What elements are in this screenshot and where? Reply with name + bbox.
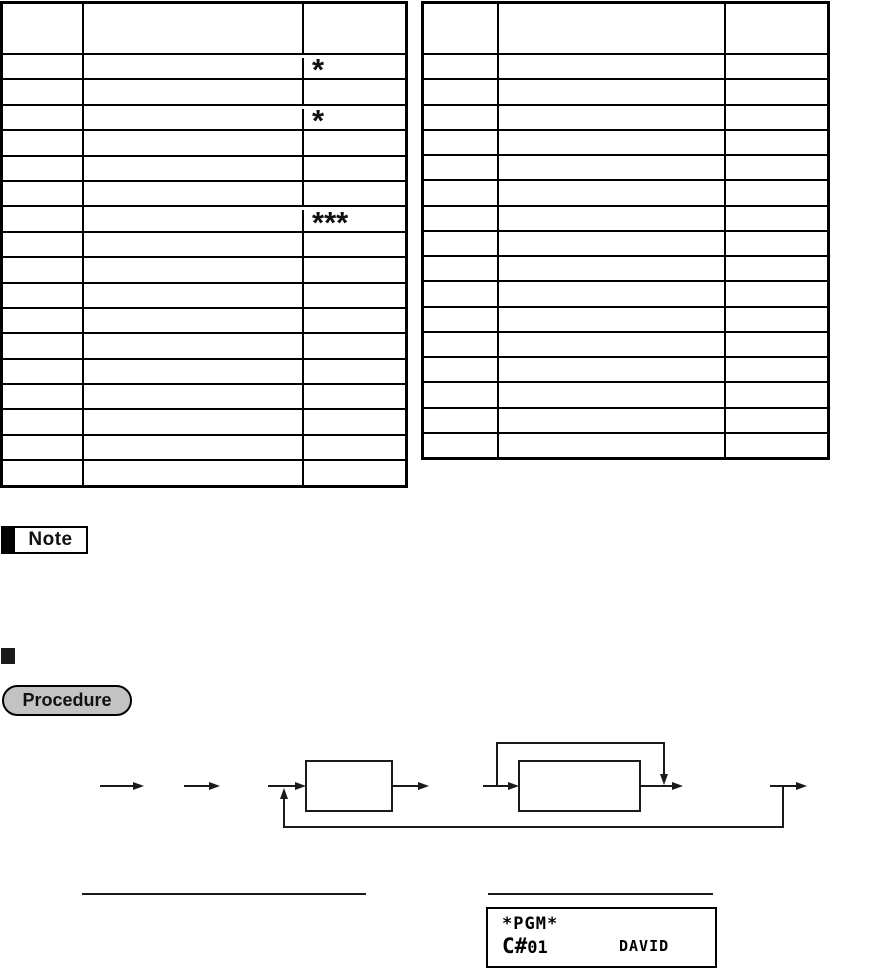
table-cell [302,157,405,180]
return-loop-down-line [782,787,784,828]
table-header-row [3,4,405,53]
table-cell [3,258,82,281]
return-loop-up-line [283,797,285,828]
table-cell [3,284,82,307]
table-cell [424,282,497,305]
table-cell [497,106,724,129]
table-cell [724,131,827,154]
table-cell [3,410,82,433]
display-clerk-name: DAVID [619,937,670,955]
table-cell [497,80,724,103]
table-row [3,78,405,103]
table-cell [3,461,82,484]
table-row [3,231,405,256]
table-cell [82,410,302,433]
table-cell [82,360,302,383]
table-row [3,282,405,307]
table-cell [82,284,302,307]
table-cell [724,156,827,179]
flow-line-3 [268,785,296,787]
table-cell [724,358,827,381]
table-cell [3,233,82,256]
section-square-marker [1,648,15,664]
table-row [424,53,827,78]
table-cell [3,55,82,78]
table-cell [82,233,302,256]
table-cell [302,461,405,484]
table-row [424,205,827,230]
repeat-loop-down-arrowhead [660,774,668,785]
table-cell [724,106,827,129]
table-cell [3,334,82,357]
table-cell [724,55,827,78]
table-cell [724,333,827,356]
header-cell [3,4,82,53]
table-row [424,154,827,179]
table-cell [724,80,827,103]
table-cell [302,334,405,357]
table-cell [724,383,827,406]
table-cell [3,131,82,154]
table-cell [424,181,497,204]
table-cell [724,257,827,280]
table-cell [724,434,827,457]
table-row [3,434,405,459]
left-table [0,1,408,488]
table-cell [497,282,724,305]
procedure-badge [2,685,132,716]
table-cell [497,434,724,457]
table-cell [302,309,405,332]
table-cell [82,106,302,129]
table-row [424,381,827,406]
table-cell [82,385,302,408]
table-cell [424,55,497,78]
table-cell [302,258,405,281]
table-cell [3,207,82,230]
table-cell [82,55,302,78]
table-cell [82,334,302,357]
table-cell [82,258,302,281]
table-row [424,407,827,432]
table-cell [424,232,497,255]
table-cell [424,80,497,103]
table-cell [82,436,302,459]
flow-box-2 [518,760,641,812]
table-row [424,306,827,331]
return-loop-up-arrowhead [280,788,288,799]
table-cell [497,232,724,255]
table-cell [497,207,724,230]
table-row [424,129,827,154]
underline-rule-right [488,893,713,895]
table-cell [497,131,724,154]
table-row [3,129,405,154]
table-cell [3,360,82,383]
table-cell [724,232,827,255]
table-row [3,180,405,205]
table-cell [424,434,497,457]
table-cell [82,309,302,332]
flow-line-4 [393,785,419,787]
table-row [424,255,827,280]
table-cell [724,308,827,331]
table-cell [302,131,405,154]
table-cell [424,383,497,406]
note-marker-bar [1,526,13,554]
table-cell [497,181,724,204]
table-row [3,205,405,234]
display-mode-text: *PGM* [502,914,559,934]
table-cell [724,181,827,204]
table-cell [302,360,405,383]
table-cell [724,282,827,305]
flow-arrowhead-2 [209,782,220,790]
asterisk-mark-cell: * [302,109,405,132]
table-cell [424,106,497,129]
table-cell [497,333,724,356]
table-row [424,230,827,255]
table-row [3,104,405,133]
table-row [3,256,405,281]
flow-arrowhead-7 [796,782,807,790]
table-row [3,358,405,383]
table-cell [82,80,302,103]
table-cell [497,156,724,179]
flow-line-2 [184,785,210,787]
table-cell [302,233,405,256]
table-cell [424,333,497,356]
table-cell [3,385,82,408]
table-cell [82,182,302,205]
table-cell [497,257,724,280]
table-cell [424,308,497,331]
table-cell [302,284,405,307]
table-cell [302,385,405,408]
table-cell [302,182,405,205]
table-cell [302,80,405,103]
table-row [424,78,827,103]
flow-arrowhead-6 [672,782,683,790]
table-cell [3,80,82,103]
table-cell [497,409,724,432]
table-cell [3,157,82,180]
register-display [486,907,717,968]
table-cell [82,131,302,154]
table-row [3,53,405,82]
table-cell [424,257,497,280]
table-row [424,356,827,381]
return-loop-bottom-line [283,826,784,828]
procedure-badge-text: Procedure [22,690,112,710]
repeat-loop-left-line [496,742,498,786]
table-cell [82,207,302,230]
underline-rule-left [82,893,366,895]
display-clerk-code: C#01 [502,934,548,958]
table-row [3,459,405,484]
flow-arrowhead-1 [133,782,144,790]
table-cell [724,409,827,432]
table-cell [497,55,724,78]
table-cell [424,207,497,230]
table-cell [424,409,497,432]
right-table [421,1,830,460]
note-label [13,526,88,554]
table-cell [3,106,82,129]
table-cell [424,358,497,381]
table-cell [3,309,82,332]
table-cell [302,436,405,459]
header-cell [82,4,302,53]
header-cell [424,4,497,53]
table-header-row [424,4,827,53]
flow-box-1 [305,760,393,812]
table-row [424,331,827,356]
table-cell [497,358,724,381]
repeat-loop-top-line [496,742,665,744]
table-row [3,408,405,433]
table-cell [82,461,302,484]
repeat-loop-right-line [663,742,665,774]
table-cell [3,436,82,459]
table-row [3,155,405,180]
header-cell [724,4,827,53]
header-cell [302,4,405,53]
table-row [424,179,827,204]
table-cell [302,410,405,433]
header-cell [497,4,724,53]
table-cell [724,207,827,230]
asterisk-mark-cell: * [302,58,405,81]
note-label-text: Note [28,529,73,550]
table-cell [3,182,82,205]
flow-line-6 [641,785,673,787]
table-row [3,332,405,357]
table-row [3,383,405,408]
table-row [424,280,827,305]
table-cell [497,308,724,331]
table-cell [424,131,497,154]
flow-arrowhead-4 [418,782,429,790]
table-cell [82,157,302,180]
asterisk-mark-cell: *** [302,210,405,233]
flow-line-1 [100,785,134,787]
table-cell [497,383,724,406]
table-row [424,432,827,457]
table-row [424,104,827,129]
table-row [3,307,405,332]
table-cell [424,156,497,179]
